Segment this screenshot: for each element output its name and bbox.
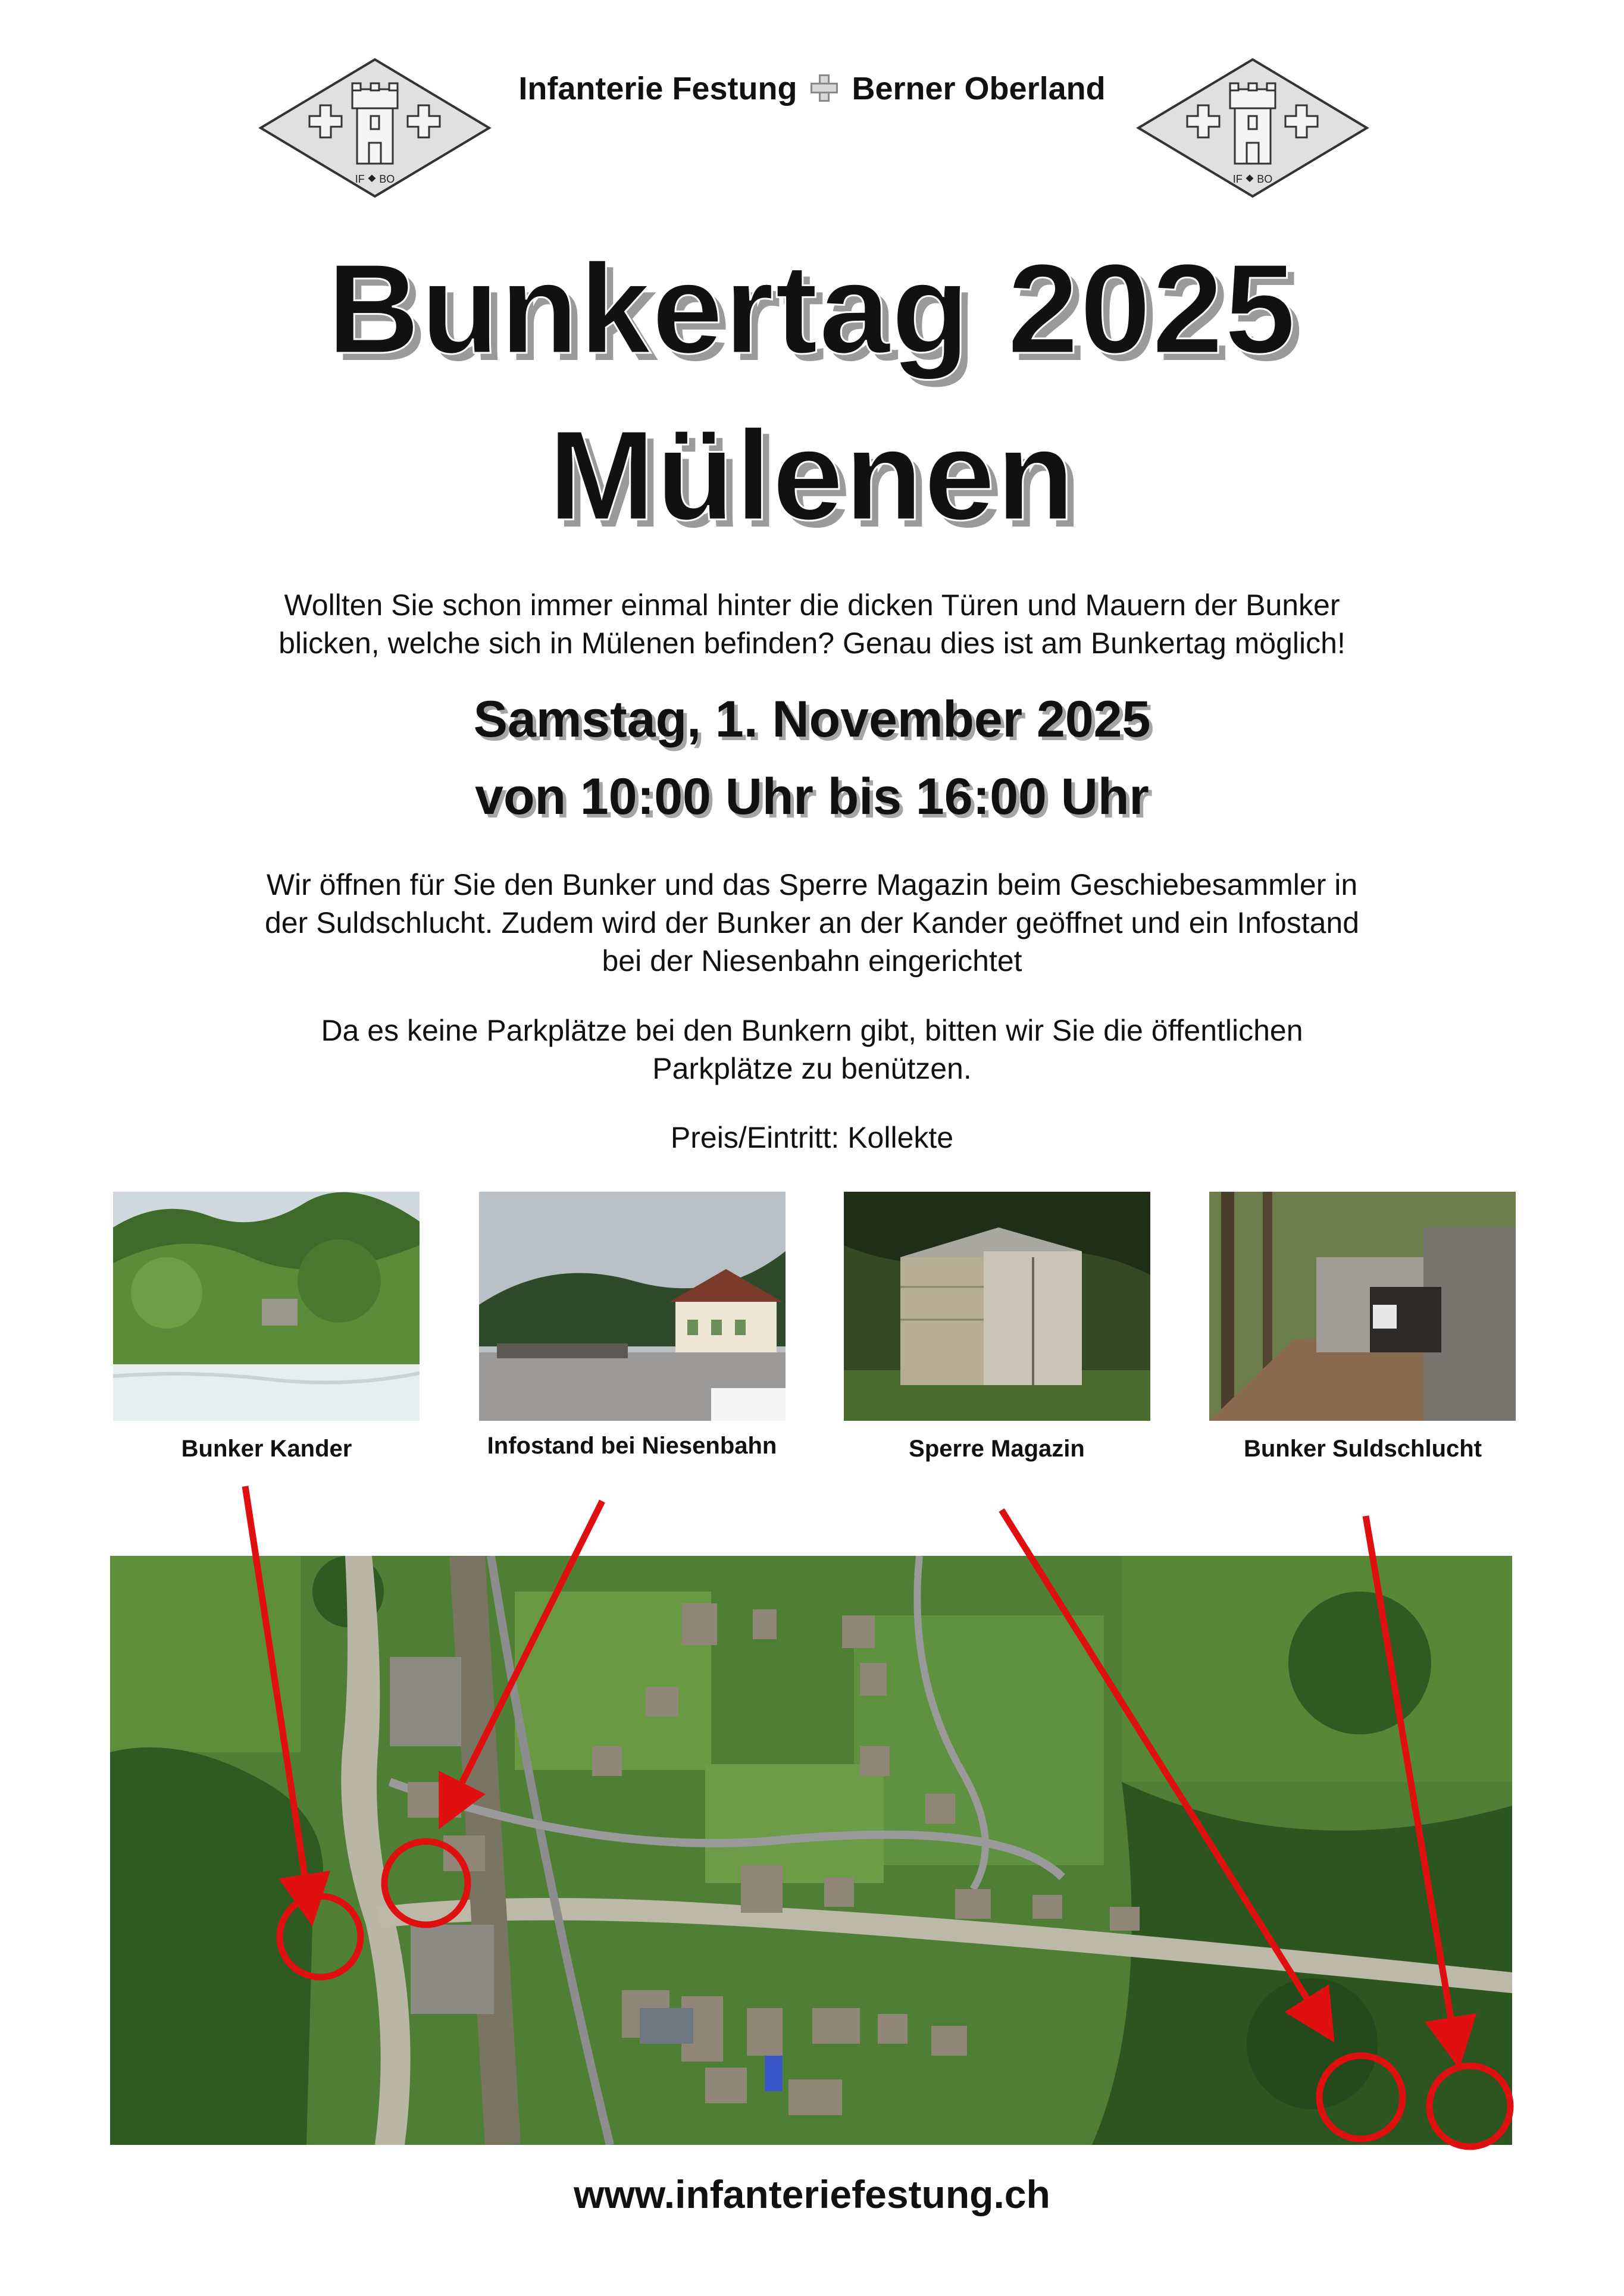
intro-line-1: Wollten Sie schon immer einmal hinter die dicken Türen und Mauern der Bunker [284, 588, 1340, 622]
website-link[interactable]: www.infanteriefestung.ch [574, 2172, 1050, 2216]
org-name-right: Berner Oberland [852, 71, 1106, 107]
price-text: Preis/Eintritt: Kollekte [670, 1121, 954, 1154]
intro-text [179, 586, 1445, 662]
swiss-cross-icon [809, 73, 839, 103]
details-text [179, 866, 1445, 980]
parking-line-2: Parkplätze zu benützen. [652, 1052, 972, 1085]
caption-bunker-kander: Bunker Kander [181, 1436, 352, 1462]
svg-text:IF ⯁ BO: IF ⯁ BO [1232, 173, 1273, 185]
page-title: Bunkertag 2025 [327, 237, 1297, 380]
photo-bunker-kander [113, 1192, 420, 1421]
caption-infostand-niesenbahn: Infostand bei Niesenbahn [487, 1433, 777, 1459]
caption-sperre-magazin: Sperre Magazin [909, 1436, 1085, 1462]
details-line-2: der Suldschlucht. Zudem wird der Bunker an der Kander geöffnet und ein Infostand [264, 906, 1360, 939]
details-line-3: bei der Niesenbahn eingerichtet [602, 944, 1022, 978]
aerial-map [110, 1556, 1512, 2145]
parking-line-1: Da es keine Parkplätze bei den Bunkern gibt, bitten wir Sie die öffentlichen [321, 1014, 1303, 1047]
photo-infostand-niesenbahn [479, 1192, 786, 1421]
organization-name [417, 70, 1207, 107]
event-time: von 10:00 Uhr bis 16:00 Uhr [475, 768, 1149, 825]
details-line-1: Wir öffnen für Sie den Bunker und das Sperre Magazin beim Geschiebesammler in [266, 868, 1358, 901]
caption-bunker-suldschlucht: Bunker Suldschlucht [1243, 1436, 1482, 1462]
page-subtitle: Mülenen [548, 403, 1076, 547]
parking-text [179, 1011, 1445, 1088]
event-date: Samstag, 1. November 2025 [473, 691, 1151, 748]
photo-sperre-magazin [844, 1192, 1150, 1421]
photo-bunker-suldschlucht [1209, 1192, 1516, 1421]
svg-text:IF ⯁ BO: IF ⯁ BO [355, 173, 395, 185]
org-name-left: Infanterie Festung [518, 71, 797, 107]
intro-line-2: blicken, welche sich in Mülenen befinden? Genau dies ist am Bunkertag möglich! [279, 627, 1345, 660]
